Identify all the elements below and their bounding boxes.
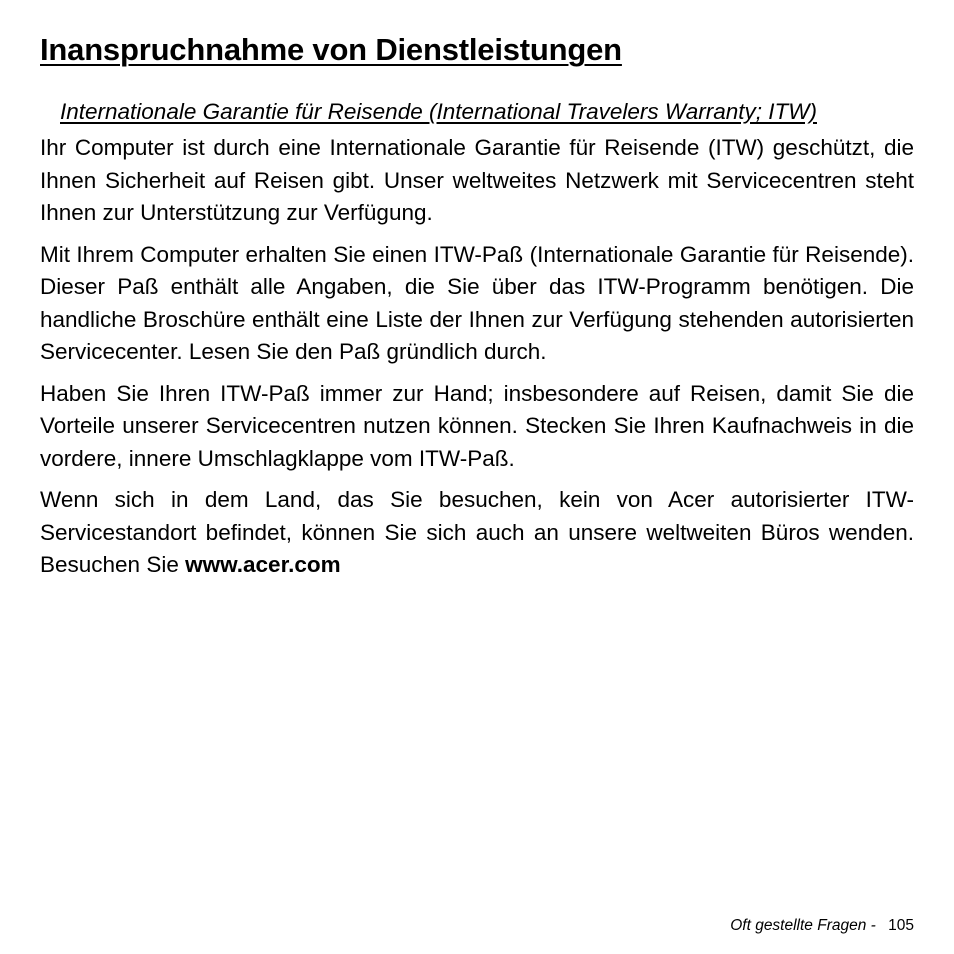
paragraph-4-text: Wenn sich in dem Land, das Sie besuchen, kein von Acer autorisierter ITW-Servicestandort befindet, können Sie sich auch an unsere weltweiten Büros wenden. Besuchen Sie: [40, 487, 914, 577]
acer-website-link[interactable]: www.acer.com: [185, 552, 341, 577]
page-title: Inanspruchnahme von Dienstleistungen: [40, 32, 622, 67]
footer-section-title: Oft gestellte Fragen -: [730, 917, 881, 934]
paragraph-4: [40, 484, 914, 582]
paragraph-3: Haben Sie Ihren ITW-Paß immer zur Hand; insbesondere auf Reisen, damit Sie die Vorteile unserer Servicecentren nutzen können. Stecken Sie Ihren Kaufnachweis in die vordere, innere Umschlagklappe vom ITW-Paß.: [40, 380, 914, 471]
document-page: [40, 30, 914, 591]
page-footer: [730, 917, 914, 935]
page-number: 105: [888, 917, 914, 934]
paragraph-1: Ihr Computer ist durch eine Internationale Garantie für Reisende (ITW) geschützt, die Ihnen Sicherheit auf Reisen gibt. Unser weltweites Netzwerk mit Servicecentren steht Ihnen zur Unterstützung zur Verfügung.: [40, 135, 914, 225]
section-subtitle: Internationale Garantie für Reisende (International Travelers Warranty; ITW): [60, 99, 817, 124]
paragraph-2: Mit Ihrem Computer erhalten Sie einen ITW-Paß (Internationale Garantie für Reisende). Dieser Paß enthält alle Angaben, die Sie über das ITW-Programm benötigen. Die handliche Broschüre enthält eine Liste der Ihnen zur Verfügung stehenden autorisierten Servicecenter. Lesen Sie den Paß gründlich durch.: [40, 241, 914, 364]
